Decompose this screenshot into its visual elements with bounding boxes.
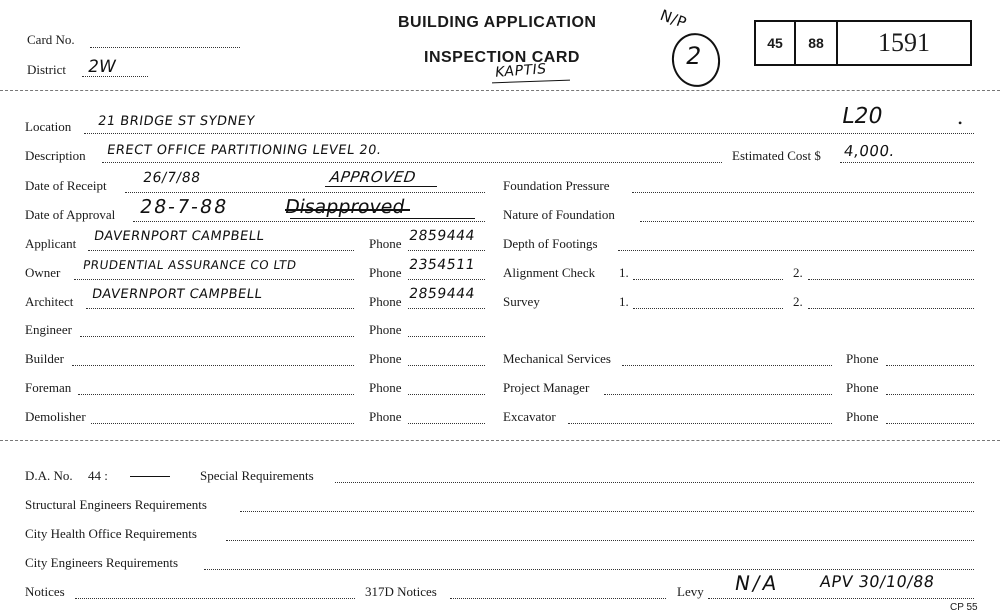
builder-phone-line — [408, 365, 485, 366]
estimated-cost-line — [840, 162, 974, 163]
handwritten-name: KAPTIS — [494, 61, 548, 81]
foreman-line — [78, 394, 354, 395]
corner-mark-number: 2 — [683, 42, 704, 70]
engineer-phone-line — [408, 336, 485, 337]
da-label: D.A. No. — [25, 468, 73, 483]
title-line1: BUILDING APPLICATION — [398, 14, 597, 31]
foreman-phone-label: Phone — [369, 380, 402, 395]
nature-foundation-line — [640, 221, 974, 222]
survey-line1 — [633, 308, 783, 309]
form-code: CP 55 — [950, 602, 978, 613]
receipt-label: Date of Receipt — [25, 178, 107, 193]
builder-label: Builder — [25, 351, 64, 366]
title-line2: INSPECTION CARD — [424, 49, 580, 66]
alignment-line1 — [633, 279, 783, 280]
applicant-phone-label: Phone — [369, 236, 402, 251]
disapproved-strike — [285, 209, 410, 211]
depth-footings-label: Depth of Footings — [503, 236, 598, 251]
applicant-phone: 2859444 — [407, 228, 476, 244]
mechanical-phone-label: Phone — [846, 351, 879, 366]
requirements-divider — [0, 440, 1000, 441]
architect-phone-label: Phone — [369, 294, 402, 309]
nature-foundation-label: Nature of Foundation — [503, 207, 615, 222]
applicant-label: Applicant — [25, 236, 77, 251]
approved-stamp: APPROVED — [328, 168, 418, 186]
applicant-phone-line — [408, 250, 485, 251]
architect-line — [86, 308, 354, 309]
notices-line — [75, 598, 355, 599]
architect-value: DAVERNPORT CAMPBELL — [90, 287, 264, 302]
excavator-label: Excavator — [503, 409, 556, 424]
alignment-check-label: Alignment Check — [503, 265, 596, 280]
approval-label: Date of Approval — [25, 207, 116, 222]
alignment-num2: 2. — [793, 265, 803, 280]
project-manager-phone-label: Phone — [846, 380, 879, 395]
city-eng-label: City Engineers Requirements — [25, 555, 179, 570]
approval-value: 28-7-88 — [138, 196, 231, 218]
health-label: City Health Office Requirements — [25, 526, 197, 541]
description-label: Description — [25, 148, 86, 163]
architect-phone: 2859444 — [407, 286, 476, 302]
demolisher-phone-line — [408, 423, 485, 424]
owner-phone-label: Phone — [369, 265, 402, 280]
notices-317d-line — [450, 598, 666, 599]
disapproved-underline — [290, 218, 475, 219]
header-divider — [0, 90, 1000, 91]
alignment-num1: 1. — [619, 265, 629, 280]
box-b: 88 — [794, 20, 838, 66]
location-label: Location — [25, 119, 72, 134]
da-value: 44 : — [88, 468, 108, 483]
excavator-line — [568, 423, 832, 424]
district-label: District — [27, 62, 66, 77]
levy-value: N/A — [732, 571, 782, 595]
da-dash — [130, 476, 170, 477]
project-manager-label: Project Manager — [503, 380, 590, 395]
levy-line — [708, 598, 974, 599]
owner-label: Owner — [25, 265, 61, 280]
special-line — [335, 482, 974, 483]
health-line — [226, 540, 974, 541]
location-ref: L20 — [839, 104, 885, 129]
foundation-pressure-line — [632, 192, 974, 193]
owner-phone-line — [408, 279, 485, 280]
estimated-cost-value: 4,000. — [842, 142, 896, 160]
demolisher-phone-label: Phone — [369, 409, 402, 424]
project-manager-line — [604, 394, 832, 395]
location-line — [84, 133, 974, 134]
structural-label: Structural Engineers Requirements — [25, 497, 207, 512]
notices-317d-label: 317D Notices — [365, 584, 437, 599]
notices-label: Notices — [25, 584, 65, 599]
estimated-cost-label: Estimated Cost $ — [732, 148, 821, 163]
disapproved-text: Disapproved — [283, 196, 407, 218]
levy-note: APV 30/10/88 — [818, 572, 936, 591]
survey-label: Survey — [503, 294, 540, 309]
engineer-phone-label: Phone — [369, 322, 402, 337]
receipt-value: 26/7/88 — [141, 170, 202, 186]
corner-mark-top: N/P — [657, 5, 690, 33]
builder-line — [72, 365, 354, 366]
project-manager-phone-line — [886, 394, 974, 395]
card-number: 1591 — [836, 20, 972, 66]
foreman-phone-line — [408, 394, 485, 395]
engineer-label: Engineer — [25, 322, 72, 337]
architect-phone-line — [408, 308, 485, 309]
description-line — [102, 162, 722, 163]
special-label: Special Requirements — [200, 468, 314, 483]
owner-value: PRUDENTIAL ASSURANCE CO LTD — [82, 258, 298, 272]
owner-line — [74, 279, 354, 280]
box-a: 45 — [754, 20, 796, 66]
engineer-line — [80, 336, 354, 337]
foreman-label: Foreman — [25, 380, 72, 395]
applicant-value: DAVERNPORT CAMPBELL — [92, 229, 266, 244]
city-eng-line — [204, 569, 974, 570]
description-value: ERECT OFFICE PARTITIONING LEVEL 20. — [105, 143, 383, 158]
mechanical-label: Mechanical Services — [503, 351, 611, 366]
approval-line — [133, 221, 485, 222]
levy-label: Levy — [677, 584, 704, 599]
approved-underline — [325, 186, 437, 187]
mechanical-line — [622, 365, 832, 366]
builder-phone-label: Phone — [369, 351, 402, 366]
structural-line — [240, 511, 974, 512]
demolisher-line — [91, 423, 354, 424]
survey-line2 — [808, 308, 974, 309]
applicant-line — [88, 250, 354, 251]
depth-footings-line — [618, 250, 974, 251]
district-value: 2W — [86, 57, 118, 77]
foundation-pressure-label: Foundation Pressure — [503, 178, 610, 193]
demolisher-label: Demolisher — [25, 409, 86, 424]
receipt-line — [125, 192, 485, 193]
excavator-phone-line — [886, 423, 974, 424]
architect-label: Architect — [25, 294, 74, 309]
location-value: 21 BRIDGE ST SYDNEY — [96, 114, 256, 129]
owner-phone: 2354511 — [407, 257, 476, 273]
mechanical-phone-line — [886, 365, 974, 366]
alignment-line2 — [808, 279, 974, 280]
survey-num2: 2. — [793, 294, 803, 309]
card-no-label: Card No. — [27, 32, 75, 47]
excavator-phone-label: Phone — [846, 409, 879, 424]
card-no-line — [90, 47, 240, 48]
survey-num1: 1. — [619, 294, 629, 309]
dot-mark: • — [958, 116, 963, 130]
